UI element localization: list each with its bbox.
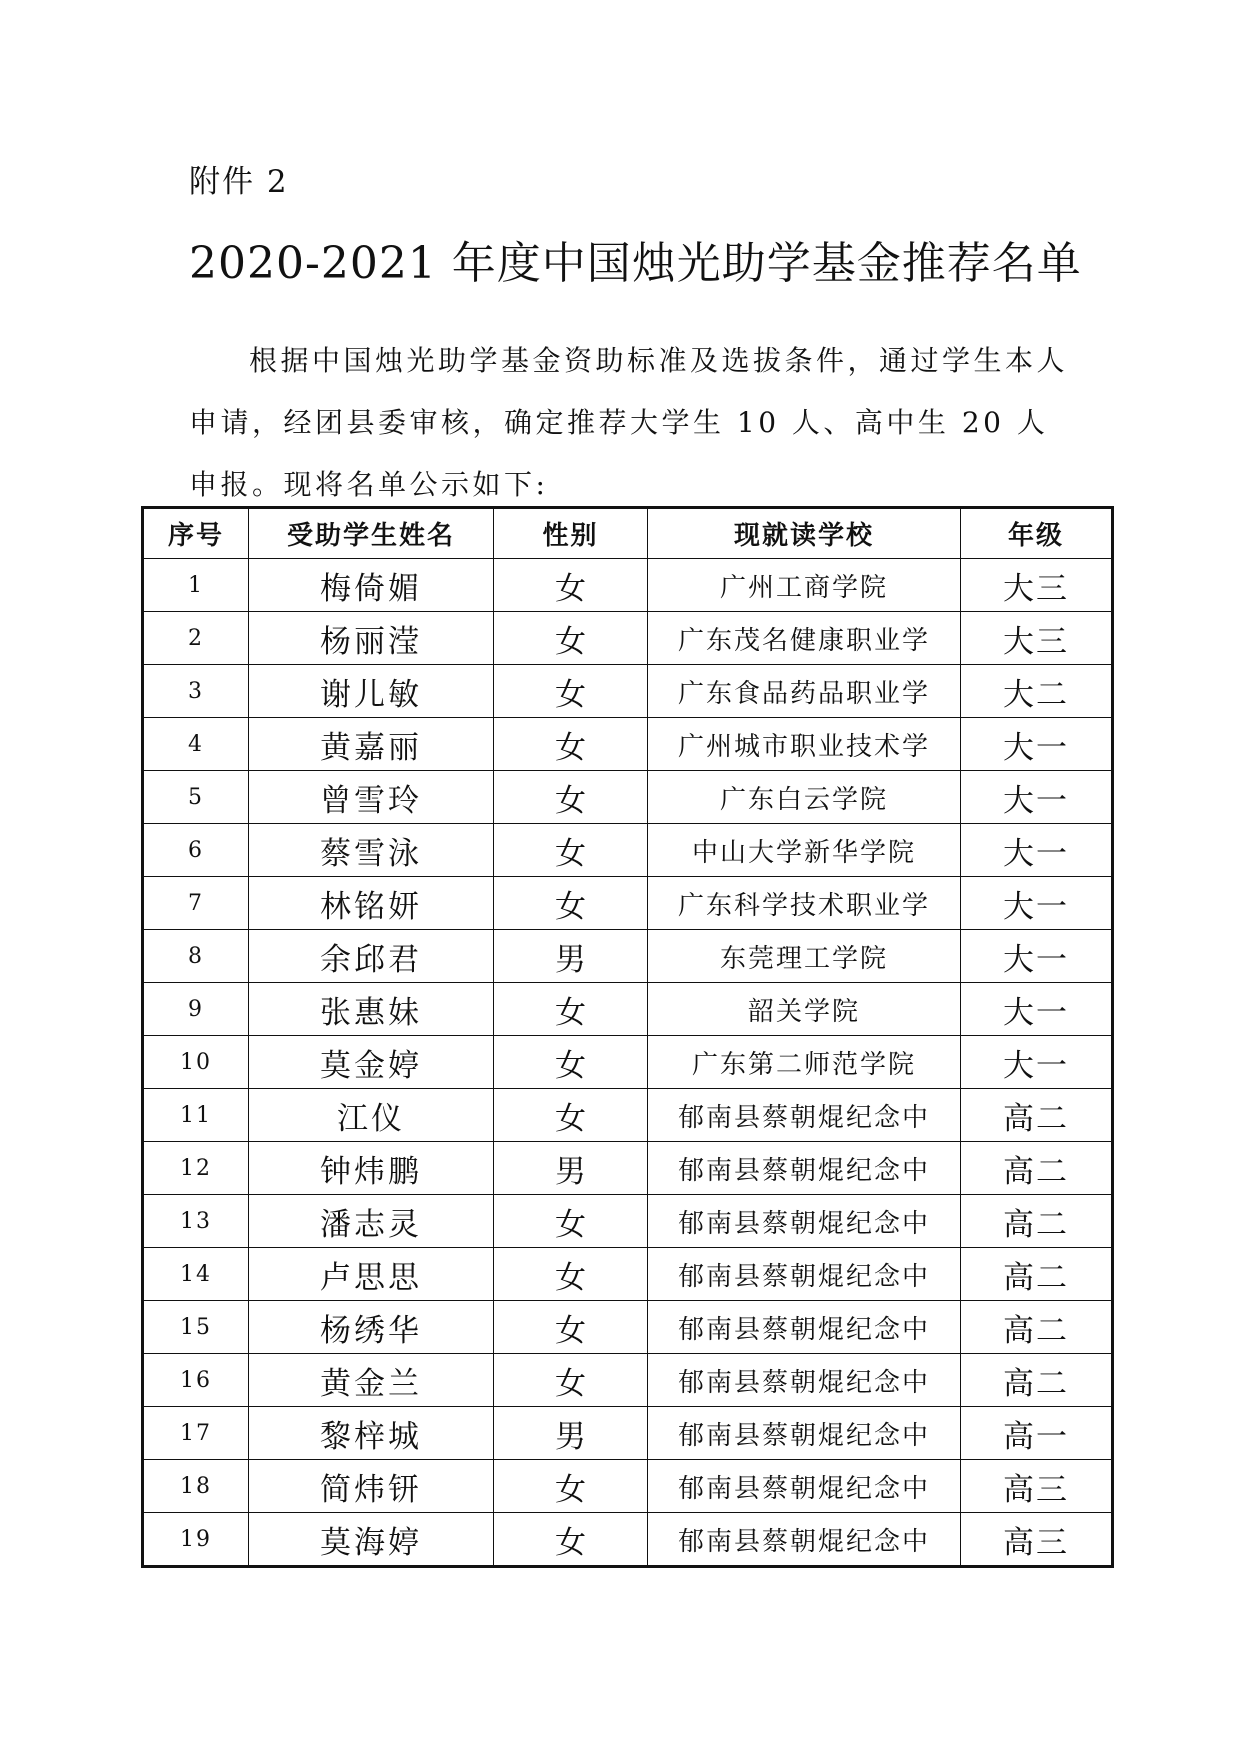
recommendation-table [141, 506, 1114, 1568]
cell-student-name: 潘志灵 [249, 1195, 494, 1248]
cell-student-name: 林铭妍 [249, 877, 494, 930]
cell-grade: 高二 [961, 1301, 1113, 1354]
table-row [143, 877, 1113, 930]
table-row [143, 612, 1113, 665]
cell-school: 广州城市职业技术学 [648, 718, 961, 771]
cell-school: 郁南县蔡朝焜纪念中 [648, 1089, 961, 1142]
cell-grade: 大三 [961, 559, 1113, 612]
table-row [143, 824, 1113, 877]
cell-school: 郁南县蔡朝焜纪念中 [648, 1354, 961, 1407]
cell-index: 13 [143, 1195, 249, 1248]
table-body [143, 559, 1113, 1567]
cell-gender: 女 [494, 559, 648, 612]
table-header-row [143, 508, 1113, 559]
cell-gender: 女 [494, 824, 648, 877]
cell-grade: 高二 [961, 1089, 1113, 1142]
cell-school: 广州工商学院 [648, 559, 961, 612]
cell-student-name: 莫金婷 [249, 1036, 494, 1089]
cell-grade: 高二 [961, 1142, 1113, 1195]
cell-index: 8 [143, 930, 249, 983]
cell-gender: 女 [494, 1301, 648, 1354]
cell-grade: 大一 [961, 1036, 1113, 1089]
header-school: 现就读学校 [648, 508, 961, 559]
cell-school: 郁南县蔡朝焜纪念中 [648, 1301, 961, 1354]
cell-student-name: 黄嘉丽 [249, 718, 494, 771]
table-row [143, 718, 1113, 771]
cell-grade: 高三 [961, 1460, 1113, 1513]
cell-grade: 高二 [961, 1354, 1113, 1407]
cell-index: 10 [143, 1036, 249, 1089]
table-row [143, 1142, 1113, 1195]
table-row [143, 771, 1113, 824]
cell-gender: 女 [494, 1248, 648, 1301]
cell-student-name: 张惠妹 [249, 983, 494, 1036]
intro-paragraph: 根据中国烛光助学基金资助标准及选拔条件，通过学生本人申请，经团县委审核，确定推荐大学生 10 人、高中生 20 人申报。现将名单公示如下: [189, 344, 1069, 501]
cell-grade: 高一 [961, 1407, 1113, 1460]
cell-index: 6 [143, 824, 249, 877]
cell-index: 11 [143, 1089, 249, 1142]
document-title: 2020-2021 年度中国烛光助学基金推荐名单 [189, 238, 1082, 289]
cell-school: 广东科学技术职业学 [648, 877, 961, 930]
cell-gender: 女 [494, 665, 648, 718]
cell-student-name: 蔡雪泳 [249, 824, 494, 877]
cell-grade: 大一 [961, 930, 1113, 983]
table-row [143, 1195, 1113, 1248]
table-row [143, 1301, 1113, 1354]
cell-school: 广东食品药品职业学 [648, 665, 961, 718]
table-row [143, 1248, 1113, 1301]
cell-student-name: 黄金兰 [249, 1354, 494, 1407]
table-row [143, 1354, 1113, 1407]
cell-gender: 女 [494, 1036, 648, 1089]
cell-index: 12 [143, 1142, 249, 1195]
cell-student-name: 钟炜鹏 [249, 1142, 494, 1195]
cell-student-name: 谢儿敏 [249, 665, 494, 718]
cell-school: 广东白云学院 [648, 771, 961, 824]
cell-student-name: 曾雪玲 [249, 771, 494, 824]
cell-index: 14 [143, 1248, 249, 1301]
cell-gender: 女 [494, 718, 648, 771]
header-gender: 性别 [494, 508, 648, 559]
cell-index: 5 [143, 771, 249, 824]
cell-index: 1 [143, 559, 249, 612]
cell-index: 17 [143, 1407, 249, 1460]
cell-gender: 女 [494, 1354, 648, 1407]
cell-grade: 高二 [961, 1248, 1113, 1301]
cell-student-name: 杨绣华 [249, 1301, 494, 1354]
cell-grade: 大一 [961, 771, 1113, 824]
cell-school: 中山大学新华学院 [648, 824, 961, 877]
cell-grade: 高三 [961, 1513, 1113, 1567]
table-row [143, 930, 1113, 983]
cell-grade: 高二 [961, 1195, 1113, 1248]
cell-gender: 女 [494, 1460, 648, 1513]
cell-school: 郁南县蔡朝焜纪念中 [648, 1248, 961, 1301]
cell-school: 郁南县蔡朝焜纪念中 [648, 1460, 961, 1513]
cell-index: 9 [143, 983, 249, 1036]
cell-grade: 大一 [961, 718, 1113, 771]
cell-student-name: 梅倚媚 [249, 559, 494, 612]
attachment-label: 附件 2 [189, 164, 289, 200]
cell-student-name: 黎梓城 [249, 1407, 494, 1460]
cell-index: 18 [143, 1460, 249, 1513]
cell-gender: 男 [494, 930, 648, 983]
cell-index: 2 [143, 612, 249, 665]
cell-index: 4 [143, 718, 249, 771]
cell-school: 郁南县蔡朝焜纪念中 [648, 1195, 961, 1248]
header-student-name: 受助学生姓名 [249, 508, 494, 559]
header-grade: 年级 [961, 508, 1113, 559]
cell-student-name: 杨丽滢 [249, 612, 494, 665]
cell-gender: 女 [494, 771, 648, 824]
cell-student-name: 江仪 [249, 1089, 494, 1142]
cell-school: 韶关学院 [648, 983, 961, 1036]
cell-grade: 大二 [961, 665, 1113, 718]
table-row [143, 1089, 1113, 1142]
cell-index: 19 [143, 1513, 249, 1567]
cell-index: 15 [143, 1301, 249, 1354]
cell-student-name: 余邱君 [249, 930, 494, 983]
table-row [143, 665, 1113, 718]
cell-gender: 女 [494, 1513, 648, 1567]
cell-grade: 大一 [961, 824, 1113, 877]
cell-school: 郁南县蔡朝焜纪念中 [648, 1513, 961, 1567]
cell-index: 3 [143, 665, 249, 718]
cell-student-name: 莫海婷 [249, 1513, 494, 1567]
cell-gender: 女 [494, 612, 648, 665]
cell-index: 7 [143, 877, 249, 930]
header-index: 序号 [143, 508, 249, 559]
cell-gender: 女 [494, 1089, 648, 1142]
table-row [143, 1036, 1113, 1089]
cell-school: 广东茂名健康职业学 [648, 612, 961, 665]
cell-gender: 男 [494, 1142, 648, 1195]
cell-gender: 女 [494, 1195, 648, 1248]
cell-school: 东莞理工学院 [648, 930, 961, 983]
cell-school: 郁南县蔡朝焜纪念中 [648, 1407, 961, 1460]
cell-index: 16 [143, 1354, 249, 1407]
table-row [143, 559, 1113, 612]
recommendation-table-container [141, 506, 1111, 1568]
cell-school: 广东第二师范学院 [648, 1036, 961, 1089]
cell-school: 郁南县蔡朝焜纪念中 [648, 1142, 961, 1195]
cell-gender: 女 [494, 983, 648, 1036]
table-row [143, 1407, 1113, 1460]
cell-student-name: 卢思思 [249, 1248, 494, 1301]
cell-grade: 大一 [961, 877, 1113, 930]
table-row [143, 1513, 1113, 1567]
cell-student-name: 简炜钘 [249, 1460, 494, 1513]
table-row [143, 983, 1113, 1036]
cell-grade: 大三 [961, 612, 1113, 665]
cell-gender: 女 [494, 877, 648, 930]
table-row [143, 1460, 1113, 1513]
cell-grade: 大一 [961, 983, 1113, 1036]
cell-gender: 男 [494, 1407, 648, 1460]
